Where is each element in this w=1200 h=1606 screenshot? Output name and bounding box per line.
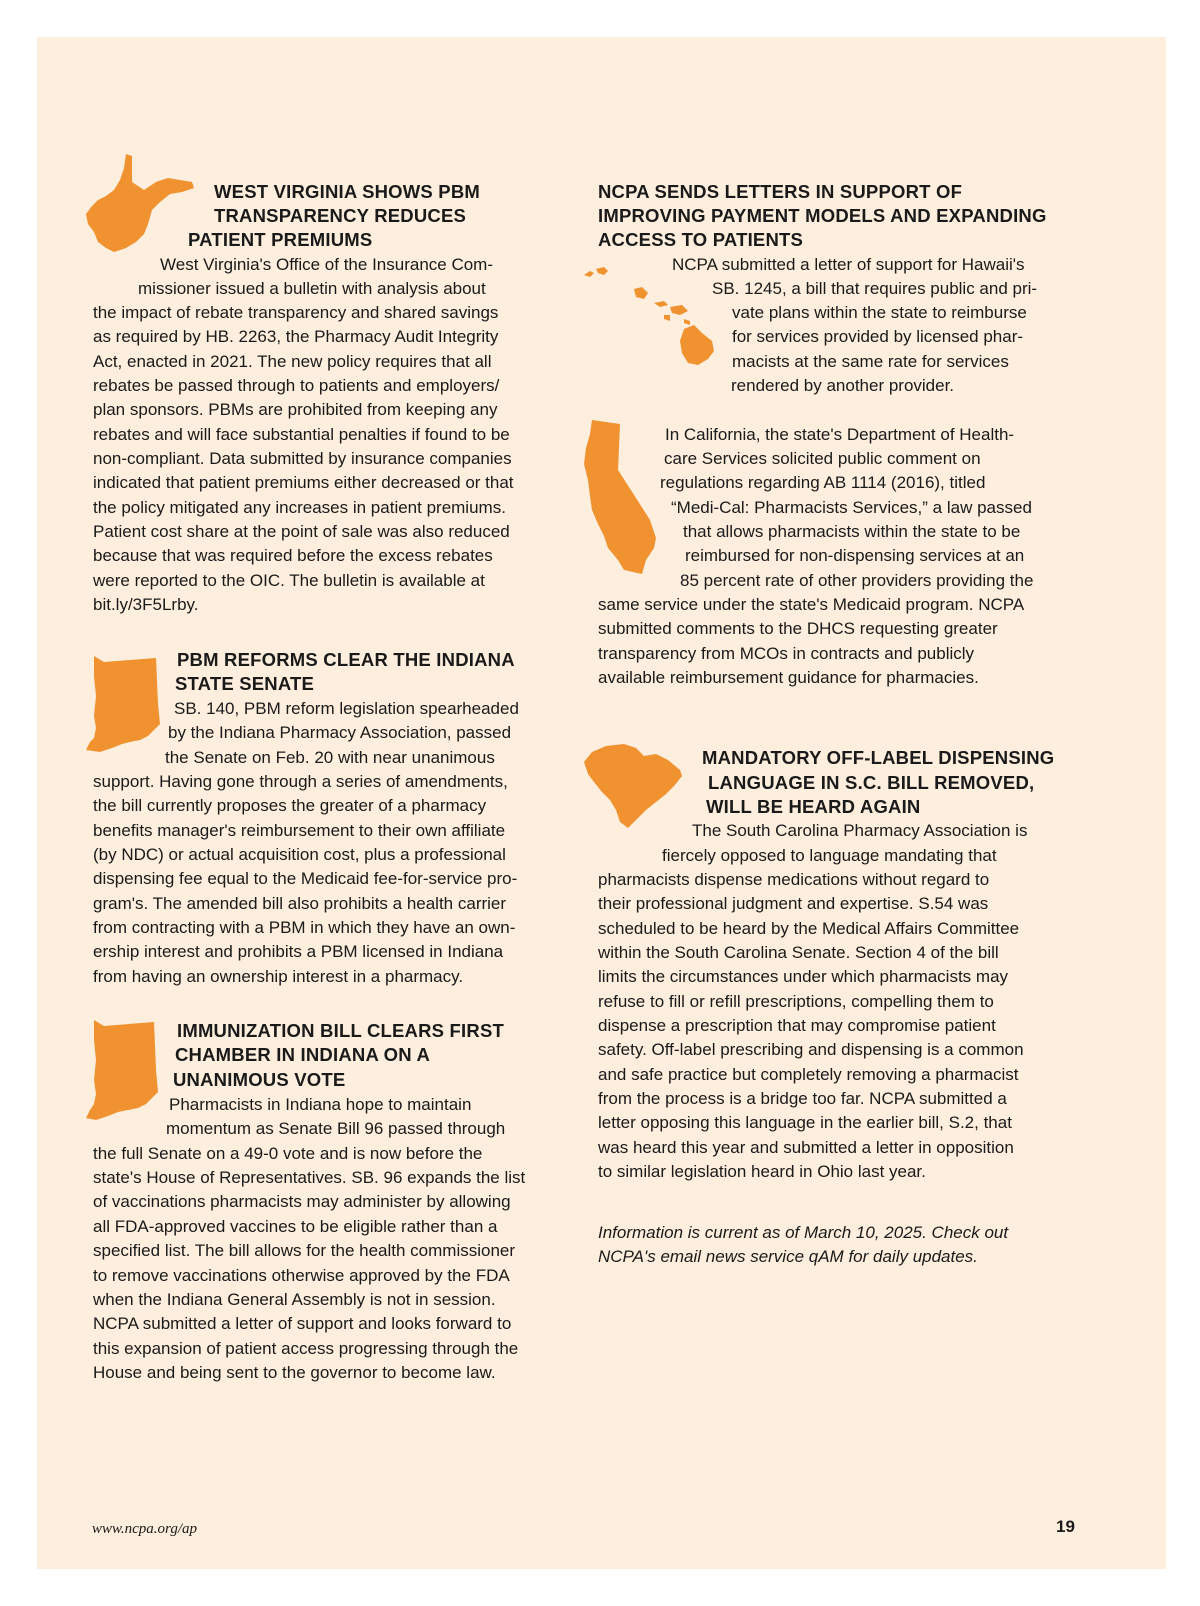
body-text: “Medi-Cal: Pharmacists Services,” a law passed — [671, 498, 1032, 517]
body-text: vate plans within the state to reimburse — [732, 303, 1027, 322]
body-text: The South Carolina Pharmacy Association is — [692, 821, 1028, 840]
body-text: dispense a prescription that may compromise patient — [598, 1016, 996, 1035]
body-text: from having an ownership interest in a pharmacy. — [93, 967, 464, 986]
indiana-map-icon — [86, 1020, 162, 1120]
body-text: and safe practice but completely removing a pharmacist — [598, 1065, 1019, 1084]
body-text: scheduled to be heard by the Medical Affairs Committee — [598, 919, 1020, 938]
body-text: the full Senate on a 49-0 vote and is now before the — [93, 1144, 483, 1163]
article-title: MANDATORY OFF-LABEL DISPENSING — [702, 747, 1055, 768]
body-text: to similar legislation heard in Ohio last year. — [598, 1162, 926, 1181]
body-text: letter opposing this language in the earlier bill, S.2, that — [598, 1113, 1012, 1132]
body-text: support. Having gone through a series of amendments, — [93, 772, 508, 791]
body-text: care Services solicited public comment on — [664, 449, 981, 468]
west-virginia-map-icon — [86, 154, 198, 252]
body-text: macists at the same rate for services — [732, 352, 1009, 371]
california-map-icon — [584, 420, 660, 576]
body-text: from the process is a bridge too far. NCPA submitted a — [598, 1089, 1007, 1108]
body-text: 85 percent rate of other providers providing the — [680, 571, 1034, 590]
article-title: UNANIMOUS VOTE — [173, 1069, 346, 1090]
body-text: submitted comments to the DHCS requesting greater — [598, 619, 998, 638]
body-text: (by NDC) or actual acquisition cost, plus a professional — [93, 845, 506, 864]
page-number: 19 — [1056, 1517, 1075, 1536]
body-text: benefits manager's reimbursement to their own affiliate — [93, 821, 506, 840]
body-text: this expansion of patient access progressing through the — [93, 1339, 519, 1358]
body-text: SB. 1245, a bill that requires public and pri- — [712, 279, 1038, 298]
body-text: the policy mitigated any increases in patient premiums. — [93, 498, 506, 517]
article-title: ACCESS TO PATIENTS — [598, 229, 804, 250]
body-text: their professional judgment and expertise. S.54 was — [598, 894, 989, 913]
article-title: WILL BE HEARD AGAIN — [706, 796, 921, 817]
body-text: state's House of Representatives. SB. 96 expands the list — [93, 1168, 526, 1187]
body-text: House and being sent to the governor to become law. — [93, 1363, 496, 1382]
body-text: the Senate on Feb. 20 with near unanimous — [165, 748, 495, 767]
body-text: momentum as Senate Bill 96 passed through — [166, 1119, 506, 1138]
body-text: NCPA submitted a letter of support for Hawaii's — [672, 255, 1025, 274]
body-text: because that was required before the excess rebates — [93, 546, 493, 565]
article-title: IMMUNIZATION BILL CLEARS FIRST — [177, 1020, 504, 1041]
body-text: was heard this year and submitted a letter in opposition — [598, 1138, 1014, 1157]
body-text: NCPA submitted a letter of support and looks forward to — [93, 1314, 512, 1333]
body-text: SB. 140, PBM reform legislation spearheaded — [174, 699, 519, 718]
article-title: NCPA SENDS LETTERS IN SUPPORT OF — [598, 181, 963, 202]
body-text: pharmacists dispense medications without regard to — [598, 870, 990, 889]
body-text: rebates and will face substantial penalties if found to be — [93, 425, 510, 444]
article-title: LANGUAGE IN S.C. BILL REMOVED, — [708, 772, 1035, 793]
article-title: TRANSPARENCY REDUCES — [214, 205, 467, 226]
body-text: missioner issued a bulletin with analysis about — [138, 279, 486, 298]
article-title: IMPROVING PAYMENT MODELS AND EXPANDING — [598, 205, 1047, 226]
article-title: PBM REFORMS CLEAR THE INDIANA — [177, 649, 515, 670]
body-text: dispensing fee equal to the Medicaid fee-for-service pro- — [93, 869, 518, 888]
body-text: refuse to fill or refill prescriptions, compelling them to — [598, 992, 994, 1011]
body-text: available reimbursement guidance for pharmacies. — [598, 668, 979, 687]
body-text: by the Indiana Pharmacy Association, passed — [168, 723, 512, 742]
footer-url[interactable]: www.ncpa.org/ap — [92, 1521, 198, 1537]
body-text: all FDA-approved vaccines to be eligible rather than a — [93, 1217, 498, 1236]
body-text: gram's. The amended bill also prohibits a health carrier — [93, 894, 507, 913]
body-text: Pharmacists in Indiana hope to maintain — [169, 1095, 472, 1114]
body-text: Patient cost share at the point of sale was also reduced — [93, 522, 510, 541]
body-text: as required by HB. 2263, the Pharmacy Audit Integrity — [93, 327, 499, 346]
body-text: reimbursed for non-dispensing services at an — [685, 546, 1025, 565]
body-text: specified list. The bill allows for the health commissioner — [93, 1241, 516, 1260]
article-title: STATE SENATE — [175, 673, 315, 694]
body-text: were reported to the OIC. The bulletin is available at — [93, 571, 485, 590]
body-text: that allows pharmacists within the state to be — [683, 522, 1021, 541]
body-text: within the South Carolina Senate. Section 4 of the bill — [598, 943, 999, 962]
note-text: Information is current as of March 10, 2025. Check out — [598, 1223, 1009, 1242]
body-text: rebates be passed through to patients and employers/ — [93, 376, 500, 395]
note-text: NCPA's email news service qAM for daily updates. — [598, 1247, 978, 1266]
body-text: same service under the state's Medicaid program. NCPA — [598, 595, 1025, 614]
body-text: limits the circumstances under which pharmacists may — [598, 967, 1009, 986]
body-text: fiercely opposed to language mandating that — [662, 846, 997, 865]
south-carolina-map-icon — [584, 744, 684, 830]
body-text: non-compliant. Data submitted by insurance companies — [93, 449, 512, 468]
body-text: safety. Off-label prescribing and dispensing is a common — [598, 1040, 1024, 1059]
article-title: PATIENT PREMIUMS — [188, 229, 373, 250]
body-text: regulations regarding AB 1114 (2016), titled — [660, 473, 986, 492]
article-title: WEST VIRGINIA SHOWS PBM — [214, 181, 481, 202]
body-text: ership interest and prohibits a PBM licensed in Indiana — [93, 942, 504, 961]
body-text: indicated that patient premiums either decreased or that — [93, 473, 514, 492]
body-text: from contracting with a PBM in which they have an own- — [93, 918, 516, 937]
hawaii-map-icon — [584, 265, 716, 373]
body-text: when the Indiana General Assembly is not in session. — [93, 1290, 496, 1309]
body-text: bit.ly/3F5Lrby. — [93, 595, 199, 614]
body-text: rendered by another provider. — [731, 376, 955, 395]
article-title: CHAMBER IN INDIANA ON A — [175, 1044, 431, 1065]
body-text: In California, the state's Department of Health- — [665, 425, 1015, 444]
body-text: for services provided by licensed phar- — [732, 327, 1024, 346]
body-text: the bill currently proposes the greater of a pharmacy — [93, 796, 487, 815]
body-text: the impact of rebate transparency and shared savings — [93, 303, 499, 322]
body-text: to remove vaccinations otherwise approved by the FDA — [93, 1266, 510, 1285]
body-text: Act, enacted in 2021. The new policy requires that all — [93, 352, 492, 371]
body-text: of vaccinations pharmacists may administer by allowing — [93, 1192, 511, 1211]
indiana-map-icon — [86, 656, 162, 752]
body-text: transparency from MCOs in contracts and publicly — [598, 644, 975, 663]
body-text: plan sponsors. PBMs are prohibited from keeping any — [93, 400, 498, 419]
body-text: West Virginia's Office of the Insurance Com- — [160, 255, 494, 274]
